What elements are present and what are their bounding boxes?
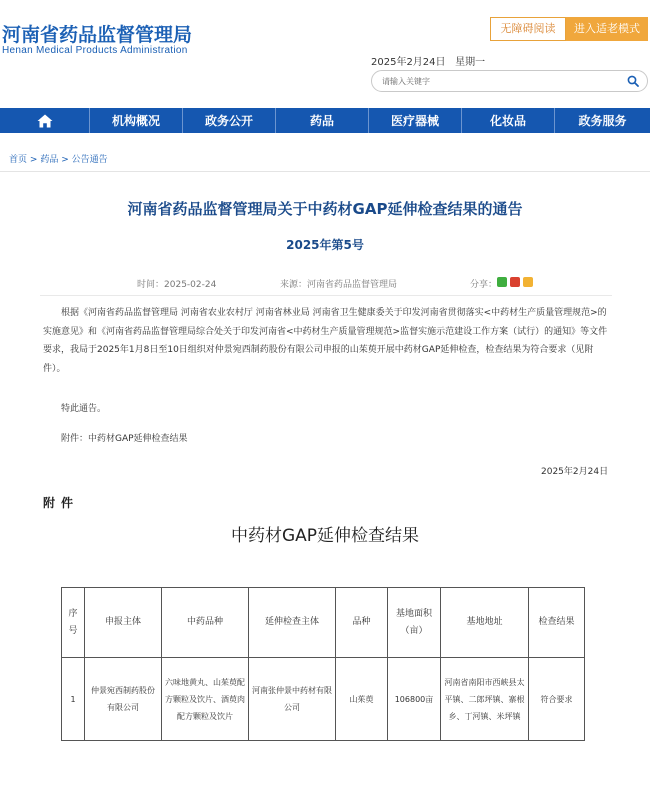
search-icon[interactable] [627, 75, 639, 87]
article-source [280, 277, 397, 290]
qq-share-icon[interactable] [523, 277, 533, 287]
header-inspected-entity: 延伸检查主体 [249, 588, 336, 658]
breadcrumb-home[interactable]: 首页 [9, 155, 28, 165]
article-title: 河南省药品监督管理局关于中药材GAP延伸检查结果的通告 [127, 200, 523, 218]
breadcrumb-notices[interactable]: 公告通告 [71, 155, 108, 165]
nav-item-organization[interactable]: 机构概况 [90, 108, 183, 133]
main-nav [0, 108, 650, 133]
source-label: 来源： [280, 280, 308, 290]
table-header-row [62, 588, 585, 658]
article-sign-date: 2025年2月24日 [541, 467, 609, 477]
share-label: 分享： [470, 280, 498, 290]
breadcrumb-drugs[interactable]: 药品 [40, 155, 59, 165]
header-index: 序号 [62, 588, 85, 658]
cell-area: 106800亩 [388, 658, 441, 741]
article-closing: 特此通告。 [61, 404, 107, 414]
nav-home[interactable] [0, 108, 90, 133]
time-value: 2025-02-24 [164, 280, 217, 290]
header-applicant: 申报主体 [85, 588, 162, 658]
cell-variety: 六味地黄丸、山茱萸配方颗粒及饮片、酒萸肉配方颗粒及饮片 [162, 658, 249, 741]
time-label: 时间： [137, 280, 165, 290]
cell-address: 河南省南阳市西峡县太平镇、二郎坪镇、寨根乡、丁河镇、米坪镇 [441, 658, 529, 741]
accessible-reading-button[interactable]: 无障碍阅读 [490, 17, 566, 41]
nav-item-services[interactable]: 政务服务 [578, 114, 627, 128]
wechat-share-icon[interactable] [497, 277, 507, 287]
weibo-share-icon[interactable] [510, 277, 520, 287]
cell-applicant: 仲景宛西制药股份有限公司 [85, 658, 162, 741]
article-body-paragraph: 根据《河南省药品监督管理局 河南省农业农村厅 河南省林业局 河南省卫生健康委关于印发河南省贯彻落实<中药材生产质量管理规范>的实施意见》和《河南省药品监督管理局综合处关于印发河南省<中药材生产质量管理规范>监督实施示范建设工作方案（试行）的通知》等文件要求，我局于2025年1月8日至10日组织对仲景宛西制药股份有限公司申报的山茱萸开展中药材GAP延伸检查，检查结果为符合要求（见附件）。 [43, 308, 608, 374]
nav-item-medical-devices[interactable]: 医疗器械 [369, 108, 462, 133]
elder-mode-button[interactable]: 进入适老模式 [566, 17, 648, 41]
home-icon [37, 114, 53, 128]
breadcrumb-separator: > [61, 155, 69, 165]
nav-item-cosmetics[interactable]: 化妆品 [462, 108, 555, 133]
date-text: 2025年2月24日 [371, 57, 446, 68]
cell-index: 1 [62, 658, 85, 741]
header-area: 基地面积（亩） [388, 588, 441, 658]
search-box [371, 70, 648, 92]
header-variety: 中药品种 [162, 588, 249, 658]
article-time [137, 277, 216, 290]
article-number: 2025年第5号 [286, 238, 364, 252]
search-input[interactable] [382, 74, 612, 88]
header-result: 检查结果 [529, 588, 585, 658]
result-table [61, 587, 585, 741]
header-address: 基地地址 [441, 588, 529, 658]
weekday-text: 星期一 [455, 57, 486, 68]
article-attachment-link[interactable]: 附件：中药材GAP延伸检查结果 [61, 434, 188, 444]
source-value: 河南省药品监督管理局 [307, 280, 398, 290]
cell-result: 符合要求 [529, 658, 585, 741]
site-header [0, 0, 650, 108]
breadcrumb-separator: > [29, 155, 38, 165]
site-logo-title[interactable]: 河南省药品监督管理局 [2, 24, 193, 46]
breadcrumb-divider [0, 171, 650, 172]
nav-item-drugs[interactable]: 药品 [276, 108, 369, 133]
meta-divider [40, 295, 612, 296]
breadcrumb [9, 152, 108, 165]
header-species: 品种 [336, 588, 388, 658]
cell-inspected-entity: 河南张仲景中药材有限公司 [249, 658, 336, 741]
table-row [62, 658, 585, 741]
attachment-title: 中药材GAP延伸检查结果 [230, 526, 420, 546]
cell-species: 山茱萸 [336, 658, 388, 741]
site-logo-subtitle[interactable]: Henan Medical Products Administration [2, 45, 188, 56]
nav-item-government-affairs[interactable]: 政务公开 [183, 108, 276, 133]
current-date [371, 53, 485, 68]
attachment-heading: 附件 [43, 496, 80, 510]
